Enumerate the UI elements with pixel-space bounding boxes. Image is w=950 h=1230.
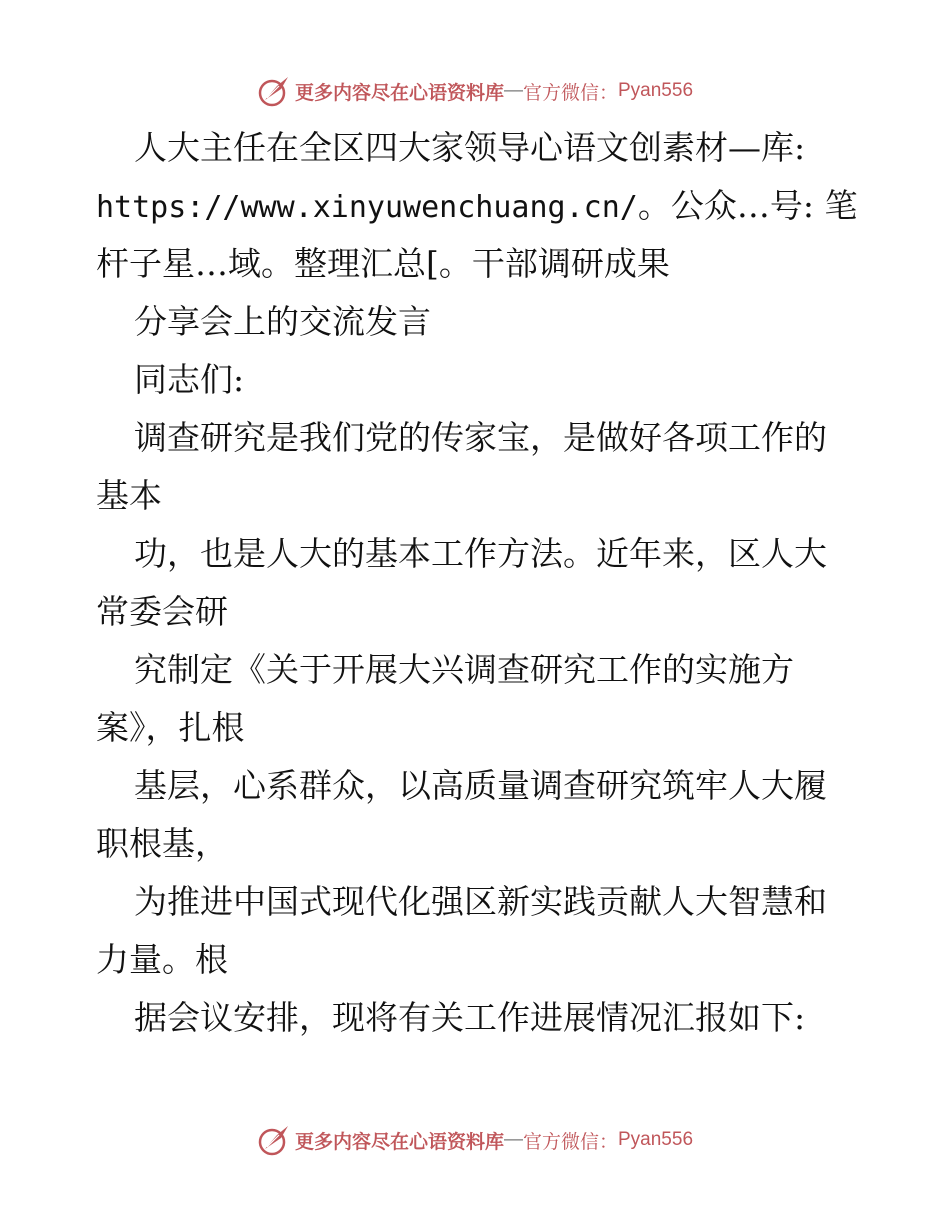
text-line: 功，也是人大的基本工作方法。近年来，区人大 — [134, 534, 827, 573]
text-line: 分享会上的交流发言 — [134, 302, 431, 341]
banner-separator: — — [503, 1129, 523, 1150]
text-line: 究制定《关于开展大兴调查研究工作的实施方 — [134, 650, 794, 689]
footer-banner — [0, 1120, 950, 1160]
banner-library-text: 更多内容尽在心语资料库 — [294, 82, 504, 104]
text-line: 常委会研 — [96, 592, 228, 631]
text-line: 调查研究是我们党的传家宝，是做好各项工作的 — [134, 418, 827, 457]
header-banner — [0, 71, 950, 111]
banner-wechat-label: 官方微信： — [522, 82, 618, 104]
banner-separator: — — [503, 80, 523, 101]
text-line: 基本 — [96, 476, 162, 515]
text-line: 人大主任在全区四大家领导心语文创素材—库: — [134, 128, 806, 167]
banner-wechat-id: Pyan556 — [618, 80, 694, 101]
text-line: 为推进中国式现代化强区新实践贡献人大智慧和 — [134, 882, 827, 921]
salutation: 同志们: — [134, 360, 245, 399]
quill-logo-icon — [257, 1123, 291, 1157]
text-fragment: 。公众…号: 笔 — [637, 186, 858, 225]
text-line: 杆子星…域。整理汇总[。干部调研成果 — [96, 244, 670, 283]
text-line: 案》，扎根 — [96, 708, 245, 747]
banner-wechat-label: 官方微信： — [522, 1131, 618, 1153]
text-line: 力量。根 — [96, 940, 228, 979]
website-link[interactable]: https://www.xinyuwenchuang.cn/ — [96, 190, 638, 225]
text-line: 基层，心系群众，以高质量调查研究筑牢人大履 — [134, 766, 827, 805]
banner-wechat-id: Pyan556 — [618, 1129, 694, 1150]
quill-logo-icon — [257, 74, 291, 108]
text-line — [96, 177, 856, 235]
text-line: 职根基， — [96, 824, 228, 863]
text-line: 据会议安排，现将有关工作进展情况汇报如下: — [134, 998, 806, 1037]
banner-library-text: 更多内容尽在心语资料库 — [294, 1131, 504, 1153]
document-body — [96, 119, 856, 1047]
